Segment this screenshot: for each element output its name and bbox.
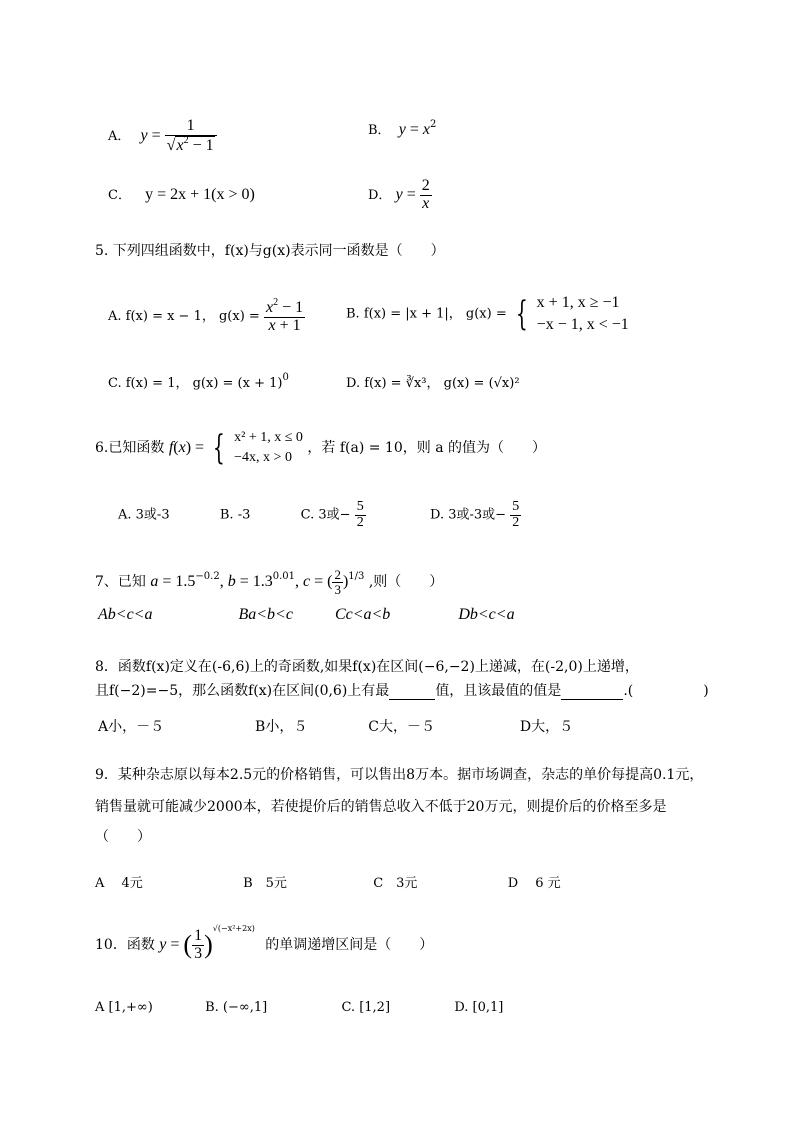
q5-option-d bbox=[346, 372, 520, 391]
q6-stem-pre: 6.已知函数 bbox=[95, 440, 165, 456]
q6-stem-post: ，若 f(a) = 10，则 a 的值为（ ） bbox=[307, 440, 546, 456]
q7-option-d: Db<c<a bbox=[458, 606, 515, 623]
q7-stem: 7、已知 $a = 1.5^{-0.2}$, $b = 1.3^{0.01}$, c = ( $\frac{2}{3}$ )$^{1/3}$ ,则（ ） bbox=[95, 567, 444, 597]
q7-stem-end: ,则（ ） bbox=[368, 574, 444, 591]
q10-stem-pre: 10．函数 bbox=[95, 937, 155, 953]
q6-options: A. 3或-3 B. -3 C. 3或− $\frac{5}{2}$ D. 3或-3或− $\frac{5}{2}$ bbox=[118, 499, 520, 530]
q9-options bbox=[95, 872, 561, 891]
q8-line-2-mid: 值，且该最值的值是 bbox=[435, 683, 562, 699]
q9-option-b: B 5元 bbox=[243, 876, 287, 891]
q4-a-fraction: $\frac{1}{√x^2 - 1}$ bbox=[165, 118, 217, 155]
q4-option-d: D． y = $\frac{2}{x}$ bbox=[368, 177, 430, 212]
q10-option-b: B. (−∞,1] bbox=[205, 1000, 268, 1015]
q7-option-b: Ba<b<c bbox=[238, 606, 293, 623]
q5-option-c: C. f(x) = 1， $g(x) = (x + 1)^0$ bbox=[108, 372, 289, 391]
q8-line-2-end: .( ) bbox=[623, 683, 709, 699]
q8-options bbox=[98, 716, 573, 736]
q7-options bbox=[98, 606, 515, 624]
q5-option-c-text: C. f(x) = 1， g(x) = (x + 1) bbox=[108, 376, 283, 391]
q4-d-fraction: $\frac{2}{x}$ bbox=[421, 177, 430, 212]
q7-stem-pre: 7、已知 bbox=[95, 574, 146, 591]
q9-line-3: （ ） bbox=[95, 829, 151, 845]
q8-option-c: C大，－５ bbox=[368, 719, 435, 735]
q7-option-c: Cc<a<b bbox=[334, 606, 391, 623]
q8-line-2-pre: 且f(−2)=−5，那么函数f(x)在区间(0,6)上有最 bbox=[95, 683, 390, 699]
q10-option-c: C. [1,2] bbox=[341, 1000, 391, 1015]
q4-option-b-label: B． bbox=[368, 123, 391, 138]
q5-option-b: B. f(x) = |x + 1|， g(x) = { x + 1, x ≥ −1 −x − 1, x < −1 bbox=[346, 294, 629, 334]
q4-option-a-label: A． bbox=[108, 128, 131, 144]
q8-line-1: 8．函数f(x)定义在(-6,6)上的奇函数,如果f(x)在区间(−6,−2)上递减，在(-2,0)上递增， bbox=[95, 659, 639, 675]
q5-stem: 5. 下列四组函数中，f(x)与g(x)表示同一函数是（ ） bbox=[95, 243, 445, 259]
q4-option-c-expr: y = 2x + 1(x > 0) bbox=[145, 186, 255, 203]
q4-option-d-label: D． bbox=[368, 187, 392, 203]
q5-a-fraction: $\frac{x^2 - 1}{x + 1}$ bbox=[265, 297, 304, 334]
q8-option-b: B小，５ bbox=[255, 719, 308, 735]
q9-option-a: A 4元 bbox=[95, 876, 143, 891]
q6-cases bbox=[234, 428, 303, 468]
q5-b-cases bbox=[537, 292, 629, 336]
q5-option-d-text: D. f(x) = ∛x³， g(x) = (√x)² bbox=[346, 376, 520, 391]
q9-line-2: 销售量就可能减少2000本，若使提价后的销售总收入不低于20万元，则提价后的价格至多是 bbox=[95, 799, 667, 815]
q8-option-d: D大，５ bbox=[519, 719, 574, 735]
q7-option-a: Ab<c<a bbox=[98, 606, 153, 623]
q4-option-b: B． $y = x^2$ bbox=[368, 119, 437, 138]
q6-stem: 6.已知函数 f(x) = { x² + 1, x ≤ 0 −4x, x > 0 ，若 f(a) = 10，则 a 的值为（ ） bbox=[95, 428, 546, 468]
q10-option-d: D. [0,1] bbox=[454, 1000, 504, 1015]
q10-stem: 10．函数 y = ( $\frac{1}{3}$ )$^{√(-x^2+2x)}$ 的单调递增区间是（ ） bbox=[95, 924, 434, 962]
q4-option-c-label: C． bbox=[108, 188, 131, 203]
q6-option-c: C. 3或− bbox=[300, 507, 351, 523]
q6-option-b: B. -3 bbox=[219, 507, 251, 523]
q4-option-c bbox=[108, 184, 255, 204]
q10-option-a: A [1,+∞) bbox=[95, 1000, 153, 1015]
q10-stem-post: 的单调递增区间是（ ） bbox=[265, 937, 434, 953]
q8-line-2 bbox=[95, 680, 709, 700]
q5-option-a-text: A. f(x) = x − 1， g(x) = bbox=[108, 308, 260, 324]
q4-option-a: A． y = $\frac{1}{√x^2 - 1}$ bbox=[108, 118, 217, 155]
q10-options bbox=[95, 1000, 503, 1015]
q8-blank-2 bbox=[561, 685, 623, 700]
q9-option-d: D 6 元 bbox=[507, 876, 561, 891]
q6-case-2: −4x, x > 0 bbox=[234, 450, 292, 465]
q6-option-d: D. 3或-3或− bbox=[429, 507, 507, 523]
q9-option-c: C 3元 bbox=[373, 876, 418, 891]
q6-case-1: x² + 1, x ≤ 0 bbox=[234, 430, 303, 445]
q9-line-1: 9．某种杂志原以每本2.5元的价格销售，可以售出8万本。据市场调查，杂志的单价每提高0.1元， bbox=[95, 767, 704, 783]
q8-blank-1 bbox=[389, 685, 435, 700]
q5-b-case-2: −x − 1, x < −1 bbox=[536, 316, 629, 333]
q8-option-a: A小，－５ bbox=[98, 719, 165, 735]
q6-option-a: A. 3或-3 bbox=[118, 507, 170, 523]
q5-b-case-1: x + 1, x ≥ −1 bbox=[536, 294, 620, 311]
q5-option-a bbox=[108, 298, 305, 335]
q5-option-b-text: B. f(x) = |x + 1|， g(x) = bbox=[346, 306, 507, 322]
